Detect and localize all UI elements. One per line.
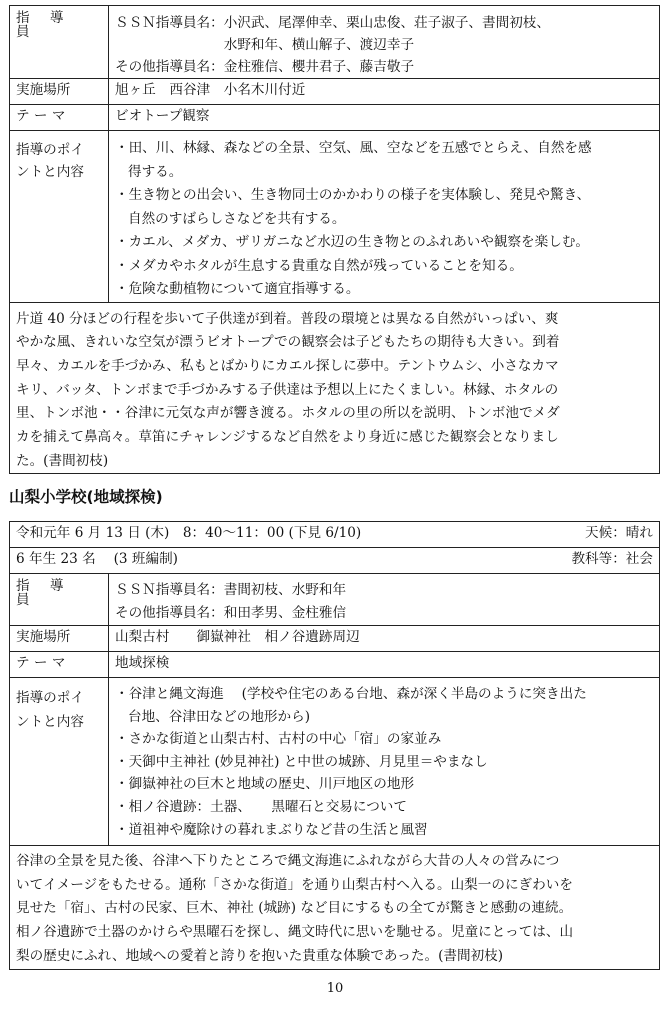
leaders-row	[10, 6, 660, 79]
point-item	[115, 137, 653, 184]
point-line: ・谷津と縄文海進 (学校や住宅のある台地、森が深く半島のように突き出た	[115, 686, 587, 702]
report-line: 谷津の全景を見た後、谷津へ下りたところで縄文海進にふれながら大昔の人々の営みにつ	[16, 853, 560, 869]
report-row	[10, 846, 660, 970]
leaders-line: ＳＳＮ指導員名：書間初枝、水野和年	[115, 582, 347, 598]
point-item	[115, 728, 653, 751]
leaders-line: ＳＳＮ指導員名：小沢武、尾澤伸幸、栗山忠俊、荘子淑子、書間初枝、	[115, 15, 550, 31]
point-line: ・田、川、林縁、森などの全景、空気、風、空などを五感でとらえ、自然を感	[115, 140, 592, 156]
point-line: 得する。	[128, 163, 183, 180]
leaders-value	[109, 574, 660, 626]
leaders-line: その他指導員名：和田孝男、金柱雅信	[115, 605, 347, 621]
theme-row	[10, 105, 660, 131]
grade-row	[10, 548, 660, 574]
points-label	[10, 131, 109, 303]
report-line: 片道 40 分ほどの行程を歩いて子供達が到着。普段の環境とは異なる自然がいっぱい、爽	[16, 310, 559, 327]
point-line: ・カエル、メダカ、ザリガニなど水辺の生き物とのふれあいや観察を楽しむ。	[115, 234, 590, 250]
page-number: 10	[326, 981, 344, 996]
weather-text: 天候：晴れ	[585, 525, 653, 541]
points-label	[10, 678, 109, 846]
leaders-label	[10, 6, 109, 79]
theme-label: テ ー マ	[10, 105, 109, 131]
theme-label: テ ー マ	[10, 652, 109, 678]
theme-row	[10, 652, 660, 678]
point-item	[115, 255, 653, 279]
section-title: 山梨小学校(地域探検)	[9, 488, 163, 506]
report-line: 梨の歴史にふれ、地域への愛着と誇りを抱いた貴重な体験であった。(書間初枝)	[16, 947, 504, 964]
report-line: いてイメージをもたせる。通称「さかな街道」を通り山梨古村へ入る。山梨一のにぎわいを	[16, 876, 573, 893]
point-item	[115, 796, 653, 819]
point-item	[115, 819, 653, 842]
points-row	[10, 131, 660, 303]
point-item	[115, 751, 653, 774]
report-text	[10, 302, 660, 474]
point-line: ・御嶽神社の巨木と地域の歴史、川戸地区の地形	[115, 776, 415, 793]
points-label-line: 指導のポイ	[16, 690, 84, 706]
points-label-line: ントと内容	[16, 714, 84, 730]
leaders-label-text: 指 導 員	[16, 578, 72, 608]
report-line: キリ、バッタ、トンボまで手づかみする子供達は予想以上にたくましい。林縁、ホタルの	[16, 381, 559, 398]
point-line: ・さかな街道と山梨古村、古村の中心「宿」の家並み	[115, 731, 442, 748]
point-item	[115, 231, 653, 255]
report-line: 相ノ谷遺跡で土器のかけらや黒曜石を探し、縄文時代に思いを馳せる。児童にとっては、山	[16, 924, 574, 941]
activity-table-biotope	[9, 5, 660, 474]
report-line: カを捕えて鼻高々。草笛にチャレンジするなど自然をより身近に感じた観察会となりまし	[16, 429, 559, 446]
date-text: 令和元年 6 月 13 日 (木) 8：40～11：00 (下見 6/10)	[16, 525, 362, 541]
report-line: 里、トンボ池・・谷津に元気な声が響き渡る。ホタルの里の所以を説明、トンボ池でメダ	[16, 405, 560, 422]
points-label-line: ントと内容	[16, 164, 84, 180]
report-row	[10, 302, 660, 474]
place-label: 実施場所	[10, 79, 109, 105]
subject-text: 教科等：社会	[571, 551, 653, 567]
report-text	[10, 846, 660, 970]
place-row	[10, 79, 660, 105]
report-line: た。(書間初枝)	[16, 452, 109, 469]
report-line: 早々、カエルを手づかみ、私もとばかりにカエル探しに夢中。テントウムシ、小さなカマ	[16, 357, 559, 374]
place-value: 山梨古村 御嶽神社 相ノ谷遺跡周辺	[109, 626, 660, 652]
points-label-line: 指導のポイ	[16, 142, 84, 158]
point-item	[115, 773, 653, 796]
point-item	[115, 278, 653, 302]
grade-cell	[10, 548, 660, 574]
point-line: ・天御中主神社 (妙見神社) と中世の城跡、月見里＝やまなし	[115, 753, 488, 770]
leaders-value	[109, 6, 660, 79]
point-line: ・相ノ谷遺跡：土器、 黒曜石と交易について	[115, 798, 407, 815]
points-row	[10, 678, 660, 846]
leaders-line: その他指導員名：金柱雅信、櫻井君子、藤吉敬子	[115, 59, 415, 75]
leaders-label	[10, 574, 109, 626]
place-value: 旭ヶ丘 西谷津 小名木川付近	[109, 79, 660, 105]
point-line: ・メダカやホタルが生息する貴重な自然が残っていることを知る。	[115, 257, 523, 274]
theme-value: 地域探検	[109, 652, 660, 678]
point-line: ・道祖神や魔除けの暮れまぶりなど昔の生活と風習	[115, 821, 428, 838]
point-line: ・危険な動植物について適宜指導する。	[115, 281, 360, 297]
leaders-line: 水野和年、横山解子、渡辺幸子	[115, 37, 415, 53]
place-label: 実施場所	[10, 626, 109, 652]
points-list	[109, 678, 660, 846]
point-item	[115, 184, 653, 231]
place-row	[10, 626, 660, 652]
point-line: 自然のすばらしさなどを共有する。	[128, 210, 346, 227]
report-line: やかな風、きれいな空気が漂うビオトープでの観察会は子どもたちの期待も大きい。到着	[16, 334, 560, 351]
theme-value: ビオトープ観察	[109, 105, 660, 131]
points-list	[109, 131, 660, 303]
grade-text: 6 年生 23 名 (3 班編制)	[16, 551, 178, 567]
leaders-label-text: 指 導 員	[16, 10, 72, 40]
leaders-row	[10, 574, 660, 626]
report-line: 見せた「宿」、古村の民家、巨木、神社 (城跡) など目にするもの全てが驚きと感動の連続。	[16, 900, 573, 917]
activity-table-community	[9, 521, 660, 970]
point-item	[115, 683, 653, 728]
date-cell	[10, 522, 660, 548]
point-line: 台地、谷津田などの地形から)	[128, 708, 311, 725]
date-row	[10, 522, 660, 548]
point-line: ・生き物との出会い、生き物同士のかかわりの様子を実体験し、発見や驚き、	[115, 187, 591, 203]
